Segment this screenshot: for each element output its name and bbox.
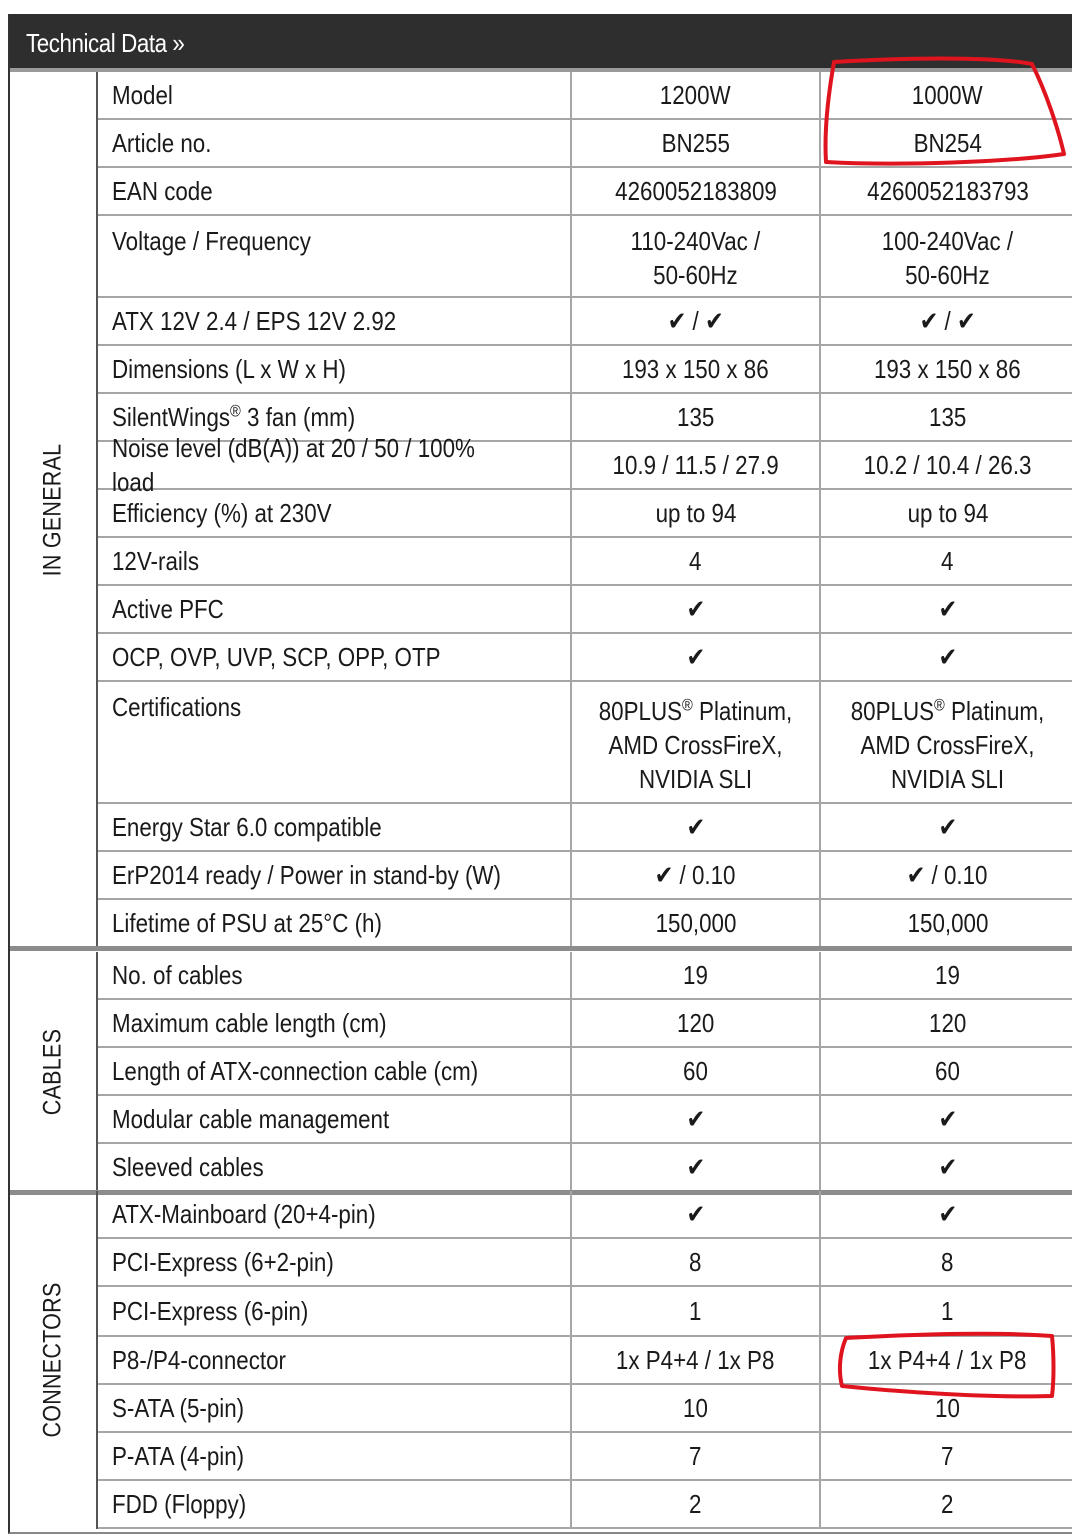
row-label-cell: [98, 634, 572, 680]
row-value: BN255: [661, 128, 730, 158]
table-row: [98, 682, 1072, 804]
value-1000w-cell: [821, 804, 1072, 850]
row-value: 4260052183809: [614, 176, 777, 206]
row-label: S-ATA (5-pin): [112, 1393, 245, 1423]
value-1200w-cell: [572, 1481, 821, 1527]
row-label-cell: [98, 586, 572, 632]
row-label-cell: [98, 433, 572, 497]
row-value: 193 x 150 x 86: [874, 354, 1021, 384]
value-1200w-cell: [572, 394, 821, 440]
row-value: 10: [935, 1393, 960, 1423]
value-1200w-cell: [572, 586, 821, 632]
row-label-cell: [98, 1481, 572, 1527]
value-1000w-cell: [821, 1433, 1072, 1479]
row-label: Model: [112, 80, 173, 110]
row-label: SilentWings® 3 fan (mm): [112, 401, 356, 432]
row-label-cell: [98, 72, 572, 118]
row-label: Article no.: [112, 128, 212, 158]
row-value: 19: [683, 960, 708, 990]
row-label-cell: [98, 682, 572, 802]
row-label: P8-/P4-connector: [112, 1345, 287, 1375]
row-value: 19: [935, 960, 960, 990]
value-1000w-cell: [821, 168, 1072, 214]
row-label-cell: [98, 168, 572, 214]
value-1000w-cell: [821, 1481, 1072, 1527]
value-1200w-cell: [572, 1433, 821, 1479]
row-value: ✔: [938, 642, 957, 672]
value-1000w-cell: [821, 1144, 1072, 1190]
section-in-general: [10, 72, 98, 948]
row-label: ErP2014 ready / Power in stand-by (W): [112, 860, 501, 890]
row-value: ✔ / 0.10: [655, 860, 736, 890]
table-row: [98, 433, 1072, 497]
row-label: P-ATA (4-pin): [112, 1441, 245, 1471]
row-label: Lifetime of PSU at 25°C (h): [112, 908, 382, 938]
value-1200w-cell: [572, 490, 821, 536]
row-label-cell: [98, 1433, 572, 1479]
table-row: [98, 72, 1072, 120]
row-value: 135: [676, 402, 715, 432]
row-value: ✔: [686, 642, 705, 672]
row-label-cell: [98, 1144, 572, 1190]
value-1200w-cell: [572, 1337, 821, 1383]
row-label: ATX 12V 2.4 / EPS 12V 2.92: [112, 306, 397, 336]
row-label-cell: [98, 900, 572, 946]
table-row: [98, 346, 1072, 394]
value-1200w-cell: [572, 538, 821, 584]
row-value: 4260052183793: [866, 176, 1029, 206]
value-1200w-cell: [572, 120, 821, 166]
value-1000w-cell: [821, 346, 1072, 392]
value-1000w-cell: [821, 394, 1072, 440]
value-1000w-cell: [821, 1048, 1072, 1094]
value-1000w-cell: [821, 298, 1072, 344]
value-1000w-cell: [821, 1239, 1072, 1285]
value-1200w-cell: [572, 1000, 821, 1046]
table-row: [98, 852, 1072, 900]
row-value: 4: [689, 546, 702, 576]
value-1200w-cell: [572, 634, 821, 680]
value-1000w-cell: [821, 1000, 1072, 1046]
table-row: [98, 1433, 1072, 1481]
row-value: ✔: [686, 1152, 705, 1182]
table-row: [98, 1191, 1072, 1239]
row-label-cell: [98, 804, 572, 850]
row-label: OCP, OVP, UVP, SCP, OPP, OTP: [112, 642, 441, 672]
row-label: Sleeved cables: [112, 1152, 264, 1182]
row-value: up to 94: [907, 498, 988, 528]
row-value: 1000W: [912, 80, 983, 110]
table-row: [98, 586, 1072, 634]
value-1000w-cell: [821, 1191, 1072, 1237]
value-1200w-cell: [572, 1239, 821, 1285]
section-connectors: [10, 1191, 98, 1529]
row-label-cell: [98, 952, 572, 998]
row-label-cell: [98, 1000, 572, 1046]
row-value: ✔: [686, 1104, 705, 1134]
value-1000w-cell: [821, 900, 1072, 946]
row-label: Voltage / Frequency: [112, 226, 311, 256]
row-value: 2: [941, 1489, 954, 1519]
row-value: 7: [689, 1441, 702, 1471]
row-label: EAN code: [112, 176, 213, 206]
row-label: Noise level (dB(A)) at 20 / 50 / 100% load: [112, 433, 475, 497]
row-label: Modular cable management: [112, 1104, 390, 1134]
value-1000w-cell: [821, 442, 1072, 488]
title-bar: [10, 14, 1072, 72]
row-value: 10.9 / 11.5 / 27.9: [612, 450, 779, 480]
value-1000w-cell: [821, 1287, 1072, 1335]
table-row: [98, 634, 1072, 682]
row-label-cell: [98, 538, 572, 584]
value-1200w-cell: [572, 1048, 821, 1094]
row-value: 193 x 150 x 86: [622, 354, 769, 384]
row-value: ✔: [938, 1152, 957, 1182]
row-value: 150,000: [655, 908, 736, 938]
row-value: ✔ / ✔: [667, 306, 724, 336]
row-label: Length of ATX-connection cable (cm): [112, 1056, 479, 1086]
row-value: 1: [689, 1296, 702, 1326]
value-1000w-cell: [821, 852, 1072, 898]
table-row: [98, 1048, 1072, 1096]
value-1000w-cell: [821, 634, 1072, 680]
row-value: 8: [689, 1247, 702, 1277]
value-1200w-cell: [572, 1287, 821, 1335]
row-value: 7: [941, 1441, 954, 1471]
row-label: Energy Star 6.0 compatible: [112, 812, 382, 842]
table-row: [98, 216, 1072, 298]
value-1000w-cell: [821, 1385, 1072, 1431]
table-row: [98, 1337, 1072, 1385]
page-title: Technical Data »: [26, 28, 185, 58]
row-value: 10.2 / 10.4 / 26.3: [863, 450, 1032, 480]
row-label-cell: [98, 1385, 572, 1431]
row-label: ATX-Mainboard (20+4-pin): [112, 1199, 376, 1229]
row-label: Certifications: [112, 692, 242, 722]
row-label-cell: [98, 1239, 572, 1285]
row-label-cell: [98, 298, 572, 344]
row-value: 110-240Vac / 50-60Hz: [630, 226, 761, 290]
value-1200w-cell: [572, 900, 821, 946]
row-value: ✔: [938, 1104, 957, 1134]
table-row: [98, 1287, 1072, 1337]
table-row: [98, 804, 1072, 852]
row-label-cell: [98, 852, 572, 898]
table-row: [98, 120, 1072, 168]
row-label-cell: [98, 1287, 572, 1335]
row-value: 135: [928, 402, 967, 432]
value-1200w-cell: [572, 72, 821, 118]
section-label: IN GENERAL: [38, 443, 67, 577]
row-label: PCI-Express (6-pin): [112, 1296, 309, 1326]
row-value: 120: [676, 1008, 715, 1038]
value-1000w-cell: [821, 586, 1072, 632]
value-1200w-cell: [572, 346, 821, 392]
row-value: BN254: [913, 128, 982, 158]
row-value: 1200W: [660, 80, 731, 110]
table-row: [98, 1000, 1072, 1048]
row-label: PCI-Express (6+2-pin): [112, 1247, 334, 1277]
row-value: ✔: [686, 594, 705, 624]
value-1000w-cell: [821, 216, 1072, 296]
row-value: 100-240Vac / 50-60Hz: [881, 226, 1014, 290]
section-label: CONNECTORS: [38, 1282, 67, 1438]
value-1200w-cell: [572, 1191, 821, 1237]
row-value: up to 94: [655, 498, 736, 528]
row-label-cell: [98, 346, 572, 392]
table-row: [98, 900, 1072, 948]
row-label: No. of cables: [112, 960, 243, 990]
row-label: Active PFC: [112, 594, 224, 624]
table-row: [98, 1239, 1072, 1287]
row-label-cell: [98, 490, 572, 536]
row-value: 1: [941, 1296, 954, 1326]
value-1200w-cell: [572, 216, 821, 296]
row-value: 60: [935, 1056, 960, 1086]
row-value: 120: [928, 1008, 967, 1038]
row-label-cell: [98, 216, 572, 296]
row-value: 8: [941, 1247, 954, 1277]
value-1000w-cell: [821, 952, 1072, 998]
value-1200w-cell: [572, 804, 821, 850]
row-value: 1x P4+4 / 1x P8: [868, 1345, 1027, 1375]
table-row: [98, 168, 1072, 216]
row-value: 80PLUS® Platinum, AMD CrossFireX, NVIDIA SLI: [850, 695, 1045, 794]
row-label: Efficiency (%) at 230V: [112, 498, 332, 528]
table-row: [98, 298, 1072, 346]
table-row: [98, 1481, 1072, 1529]
row-value: 2: [689, 1489, 702, 1519]
row-value: ✔: [686, 812, 705, 842]
table-row: [98, 1096, 1072, 1144]
row-label: Maximum cable length (cm): [112, 1008, 387, 1038]
value-1200w-cell: [572, 1144, 821, 1190]
row-label: 12V-rails: [112, 546, 199, 576]
row-value: 4: [941, 546, 954, 576]
table-row: [98, 538, 1072, 586]
value-1200w-cell: [572, 168, 821, 214]
section-label: CABLES: [38, 1028, 67, 1116]
row-label-cell: [98, 120, 572, 166]
value-1000w-cell: [821, 538, 1072, 584]
row-value: ✔ / ✔: [919, 306, 976, 336]
value-1000w-cell: [821, 120, 1072, 166]
value-1000w-cell: [821, 1096, 1072, 1142]
row-value: ✔: [938, 812, 957, 842]
row-label-cell: [98, 1096, 572, 1142]
row-value: ✔: [938, 594, 957, 624]
row-value: 150,000: [907, 908, 988, 938]
row-value: ✔: [938, 1199, 957, 1229]
row-label-cell: [98, 1191, 572, 1237]
row-value: ✔: [686, 1199, 705, 1229]
row-label: FDD (Floppy): [112, 1489, 247, 1519]
section-cables: [10, 952, 98, 1192]
value-1200w-cell: [572, 852, 821, 898]
table-row: [98, 1144, 1072, 1192]
spec-sheet: [8, 14, 1072, 1534]
row-value: ✔ / 0.10: [907, 860, 988, 890]
value-1000w-cell: [821, 490, 1072, 536]
value-1200w-cell: [572, 1385, 821, 1431]
row-label: Dimensions (L x W x H): [112, 354, 346, 384]
value-1200w-cell: [572, 298, 821, 344]
row-value: 60: [683, 1056, 708, 1086]
section-divider: [10, 946, 1072, 951]
value-1200w-cell: [572, 952, 821, 998]
row-label-cell: [98, 1048, 572, 1094]
row-label-cell: [98, 1337, 572, 1383]
value-1000w-cell: [821, 72, 1072, 118]
value-1000w-cell: [821, 682, 1072, 802]
table-row: [98, 1385, 1072, 1433]
row-value: 10: [683, 1393, 708, 1423]
row-value: 80PLUS® Platinum, AMD CrossFireX, NVIDIA SLI: [598, 695, 793, 794]
row-value: 1x P4+4 / 1x P8: [616, 1345, 775, 1375]
value-1200w-cell: [572, 682, 821, 802]
value-1000w-cell: [821, 1337, 1072, 1383]
table-row: [98, 490, 1072, 538]
table-row: [98, 952, 1072, 1000]
value-1200w-cell: [572, 442, 821, 488]
value-1200w-cell: [572, 1096, 821, 1142]
